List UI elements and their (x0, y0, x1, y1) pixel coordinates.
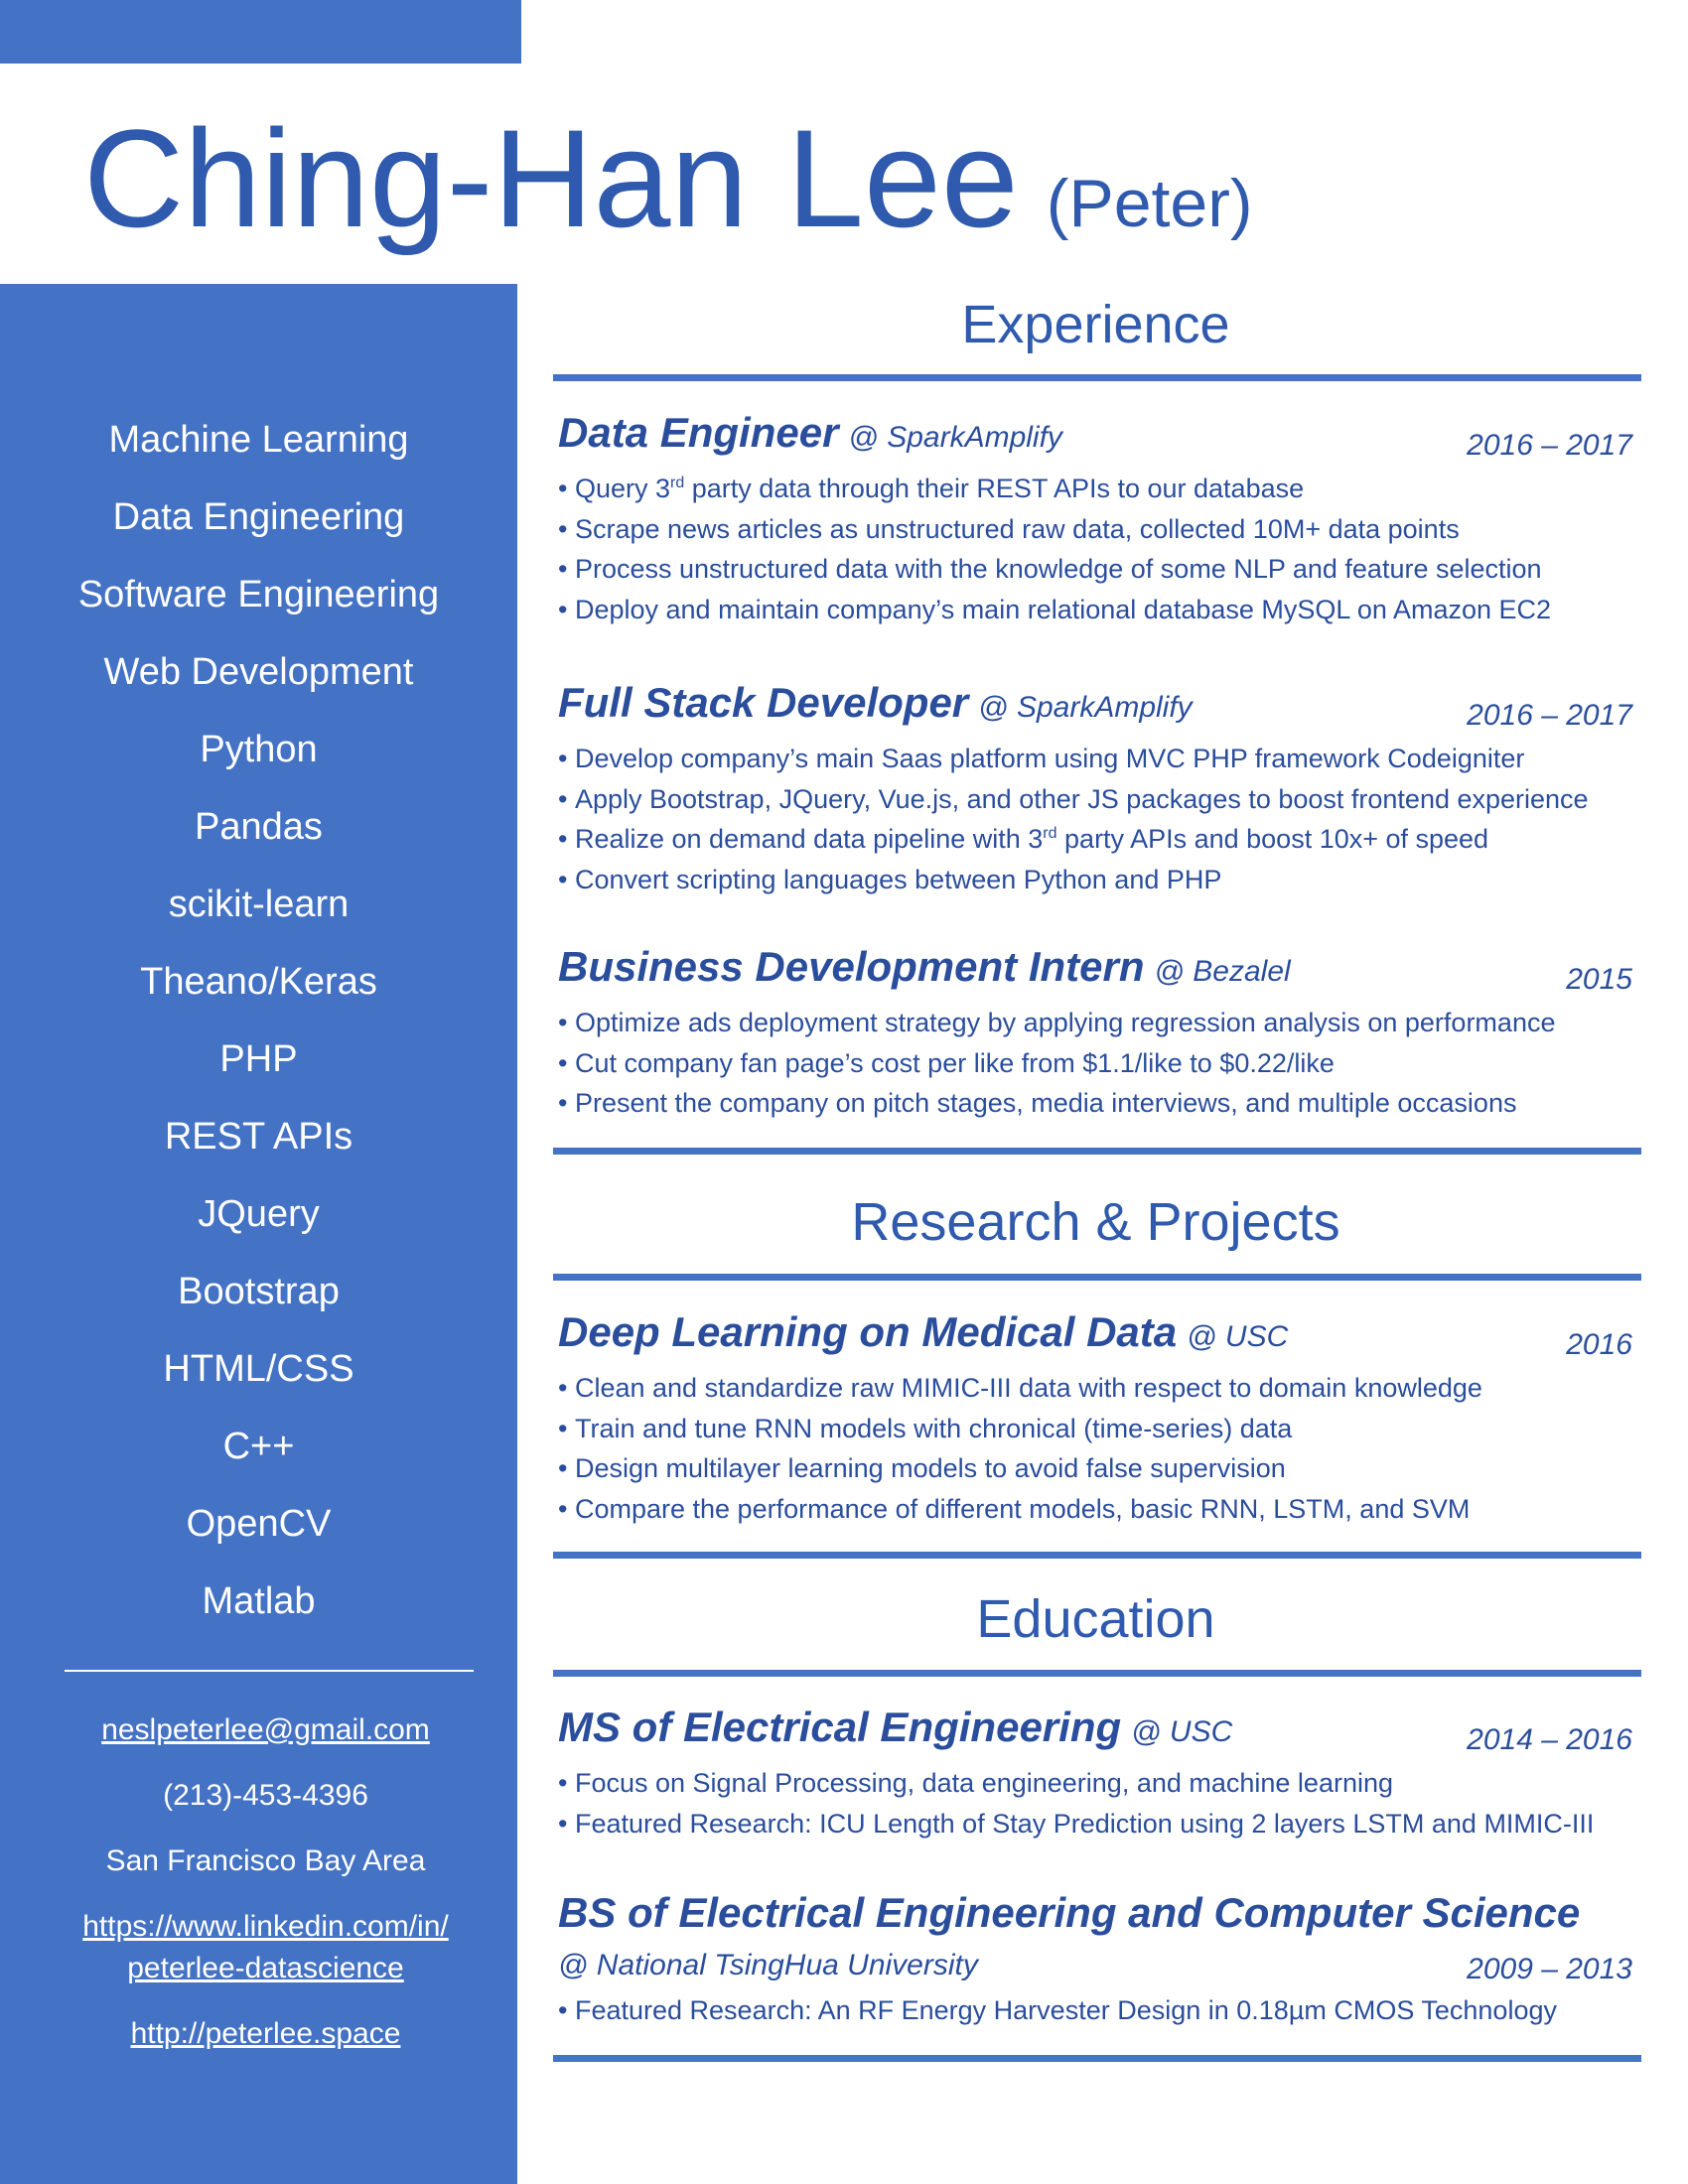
bullet-item (558, 860, 1642, 900)
entry-date: 2016 (1566, 1328, 1632, 1361)
website-link[interactable]: http://peterlee.space (130, 2017, 401, 2050)
skill-item: Bootstrap (178, 1271, 340, 1312)
bullet-text: Develop company’s main Saas platform using MVC PHP framework Codeigniter (574, 744, 1525, 773)
skills-list (0, 401, 517, 1640)
skill-item: HTML/CSS (163, 1348, 354, 1390)
skill-item: Theano/Keras (140, 961, 377, 1003)
entry-organization: @ USC (1131, 1715, 1233, 1748)
bullet-text: Cut company fan page’s cost per like from $1.1/like to $0.22/like (574, 1047, 1335, 1078)
sidebar (0, 284, 517, 2184)
bullet-item (558, 1083, 1642, 1124)
bullet-text: Deploy and maintain company’s main relational database MySQL on Amazon EC2 (574, 594, 1552, 624)
entry-header (558, 1308, 1642, 1368)
bullet-item (558, 1489, 1642, 1530)
bullet-list (558, 1003, 1642, 1124)
sidebar-divider (65, 1670, 474, 1672)
phone-number: (213)-453-4396 (163, 1779, 368, 1812)
bullet-item (558, 1003, 1642, 1043)
entry-organization: @ USC (1187, 1320, 1289, 1353)
entry-header (558, 409, 1642, 469)
section-rule (553, 1148, 1641, 1155)
entry-date: 2015 (1566, 963, 1632, 996)
skill-item: scikit-learn (168, 884, 350, 925)
bullet-list (558, 1763, 1642, 1843)
bullet-item (558, 1990, 1642, 2031)
top-accent-bar (0, 0, 521, 64)
bullet-item (558, 1448, 1642, 1489)
skill-item: PHP (219, 1038, 298, 1080)
bullet-item (558, 509, 1642, 550)
section-title-research: Research & Projects (851, 1192, 1340, 1252)
bullet-text: party data through their REST APIs to our database (684, 474, 1305, 503)
skill-item: Web Development (103, 651, 414, 693)
skill-item: OpenCV (186, 1503, 332, 1545)
entry-header (558, 679, 1642, 739)
entry-date: 2016 – 2017 (1467, 699, 1632, 732)
bullet-text: party APIs and boost 10x+ of speed (1056, 824, 1489, 854)
entry-title: Data Engineer (558, 409, 839, 456)
entry-date: 2009 – 2013 (1467, 1953, 1632, 1985)
bullet-item (558, 1043, 1642, 1084)
entry-organization: @ National TsingHua University (558, 1949, 978, 1981)
entry-title: Full Stack Developer (558, 679, 969, 726)
section-title-experience: Experience (961, 295, 1230, 354)
bullet-text: Optimize ads deployment strategy by applying regression analysis on performance (574, 1008, 1556, 1037)
bullet-item (558, 819, 1642, 860)
bullet-list (558, 469, 1642, 629)
bullet-item (558, 590, 1642, 630)
bullet-text: Scrape news articles as unstructured raw data, collected 10M+ data points (574, 513, 1460, 544)
job-entry (558, 679, 1642, 899)
entry-header (558, 1704, 1642, 1763)
job-entry (558, 409, 1642, 629)
section-title-education: Education (976, 1589, 1215, 1649)
bullet-text: Apply Bootstrap, JQuery, Vue.js, and other JS packages to boost frontend experience (574, 783, 1589, 814)
bullet-item (558, 1804, 1642, 1844)
bullet-text: Compare the performance of different models, basic RNN, LSTM, and SVM (574, 1493, 1471, 1524)
bullet-item (558, 1409, 1642, 1449)
bullet-text: Featured Research: An RF Energy Harvester Design in 0.18µm CMOS Technology (574, 1995, 1557, 2025)
bullet-text: Clean and standardize raw MIMIC-III data with respect to domain knowledge (574, 1373, 1482, 1403)
entry-title: BS of Electrical Engineering and Computer Science (558, 1889, 1581, 1936)
entry-title: Business Development Intern (558, 943, 1145, 990)
ordinal-suffix: rd (670, 475, 685, 491)
bullet-list (558, 1368, 1642, 1529)
skill-item: JQuery (198, 1193, 320, 1235)
entry-header (558, 943, 1642, 1003)
degree-entry (558, 1889, 1642, 2031)
bullet-text: Focus on Signal Processing, data engineering, and machine learning (574, 1768, 1393, 1798)
section-rule (553, 374, 1641, 381)
bullet-item (558, 1763, 1642, 1804)
bullet-list (558, 739, 1642, 899)
entry-organization: @ SparkAmplify (848, 421, 1062, 454)
ordinal-suffix: rd (1043, 825, 1057, 842)
entry-organization: @ Bezalel (1154, 955, 1291, 988)
bullet-item (558, 1368, 1642, 1409)
entry-title: MS of Electrical Engineering (558, 1704, 1122, 1750)
bullet-item (558, 779, 1642, 820)
entry-date: 2016 – 2017 (1467, 429, 1632, 462)
entry-organization: @ SparkAmplify (978, 691, 1193, 724)
job-entry (558, 943, 1642, 1124)
bullet-text: Design multilayer learning models to avoid false supervision (574, 1453, 1286, 1483)
entry-header (558, 1889, 1642, 1949)
bullet-text: Present the company on pitch stages, media interviews, and multiple occasions (574, 1088, 1517, 1118)
entry-title: Deep Learning on Medical Data (558, 1308, 1178, 1355)
bullet-list (558, 1990, 1642, 2031)
linkedin-link-continued[interactable]: peterlee-datascience (127, 1952, 404, 1984)
skill-item: Software Engineering (77, 574, 440, 615)
skill-item: REST APIs (164, 1116, 353, 1158)
bullet-text: Train and tune RNN models with chronical (time-series) data (574, 1413, 1293, 1443)
skill-item: Machine Learning (108, 419, 409, 461)
entry-date: 2014 – 2016 (1467, 1723, 1632, 1756)
skill-item: Data Engineering (112, 496, 405, 538)
degree-entry (558, 1704, 1642, 1843)
location: San Francisco Bay Area (105, 1844, 426, 1877)
full-name: Ching-Han Lee (83, 100, 1019, 256)
bullet-item (558, 469, 1642, 509)
bullet-item (558, 549, 1642, 590)
project-entry (558, 1308, 1642, 1529)
skill-item: Matlab (202, 1580, 316, 1622)
section-rule (553, 1552, 1641, 1559)
skill-item: Pandas (195, 806, 323, 848)
bullet-text: Query 3 (574, 474, 671, 503)
bullet-text: Convert scripting languages between Python and PHP (574, 864, 1222, 894)
skill-item: C++ (222, 1426, 295, 1467)
skill-item: Python (200, 729, 318, 770)
section-rule (553, 1670, 1641, 1677)
bullet-text: Realize on demand data pipeline with 3 (574, 824, 1044, 854)
bullet-text: Process unstructured data with the knowledge of some NLP and feature selection (574, 554, 1542, 584)
email-link[interactable]: neslpeterlee@gmail.com (101, 1713, 430, 1746)
linkedin-link[interactable]: https://www.linkedin.com/in/ (82, 1910, 449, 1943)
page-title (83, 100, 1253, 256)
entry-subheader (558, 1949, 1642, 1990)
bullet-text: Featured Research: ICU Length of Stay Prediction using 2 layers LSTM and MIMIC-III (574, 1808, 1595, 1839)
section-rule (553, 1274, 1641, 1281)
bullet-item (558, 739, 1642, 779)
nickname: (Peter) (1046, 166, 1253, 241)
section-rule (553, 2055, 1641, 2062)
